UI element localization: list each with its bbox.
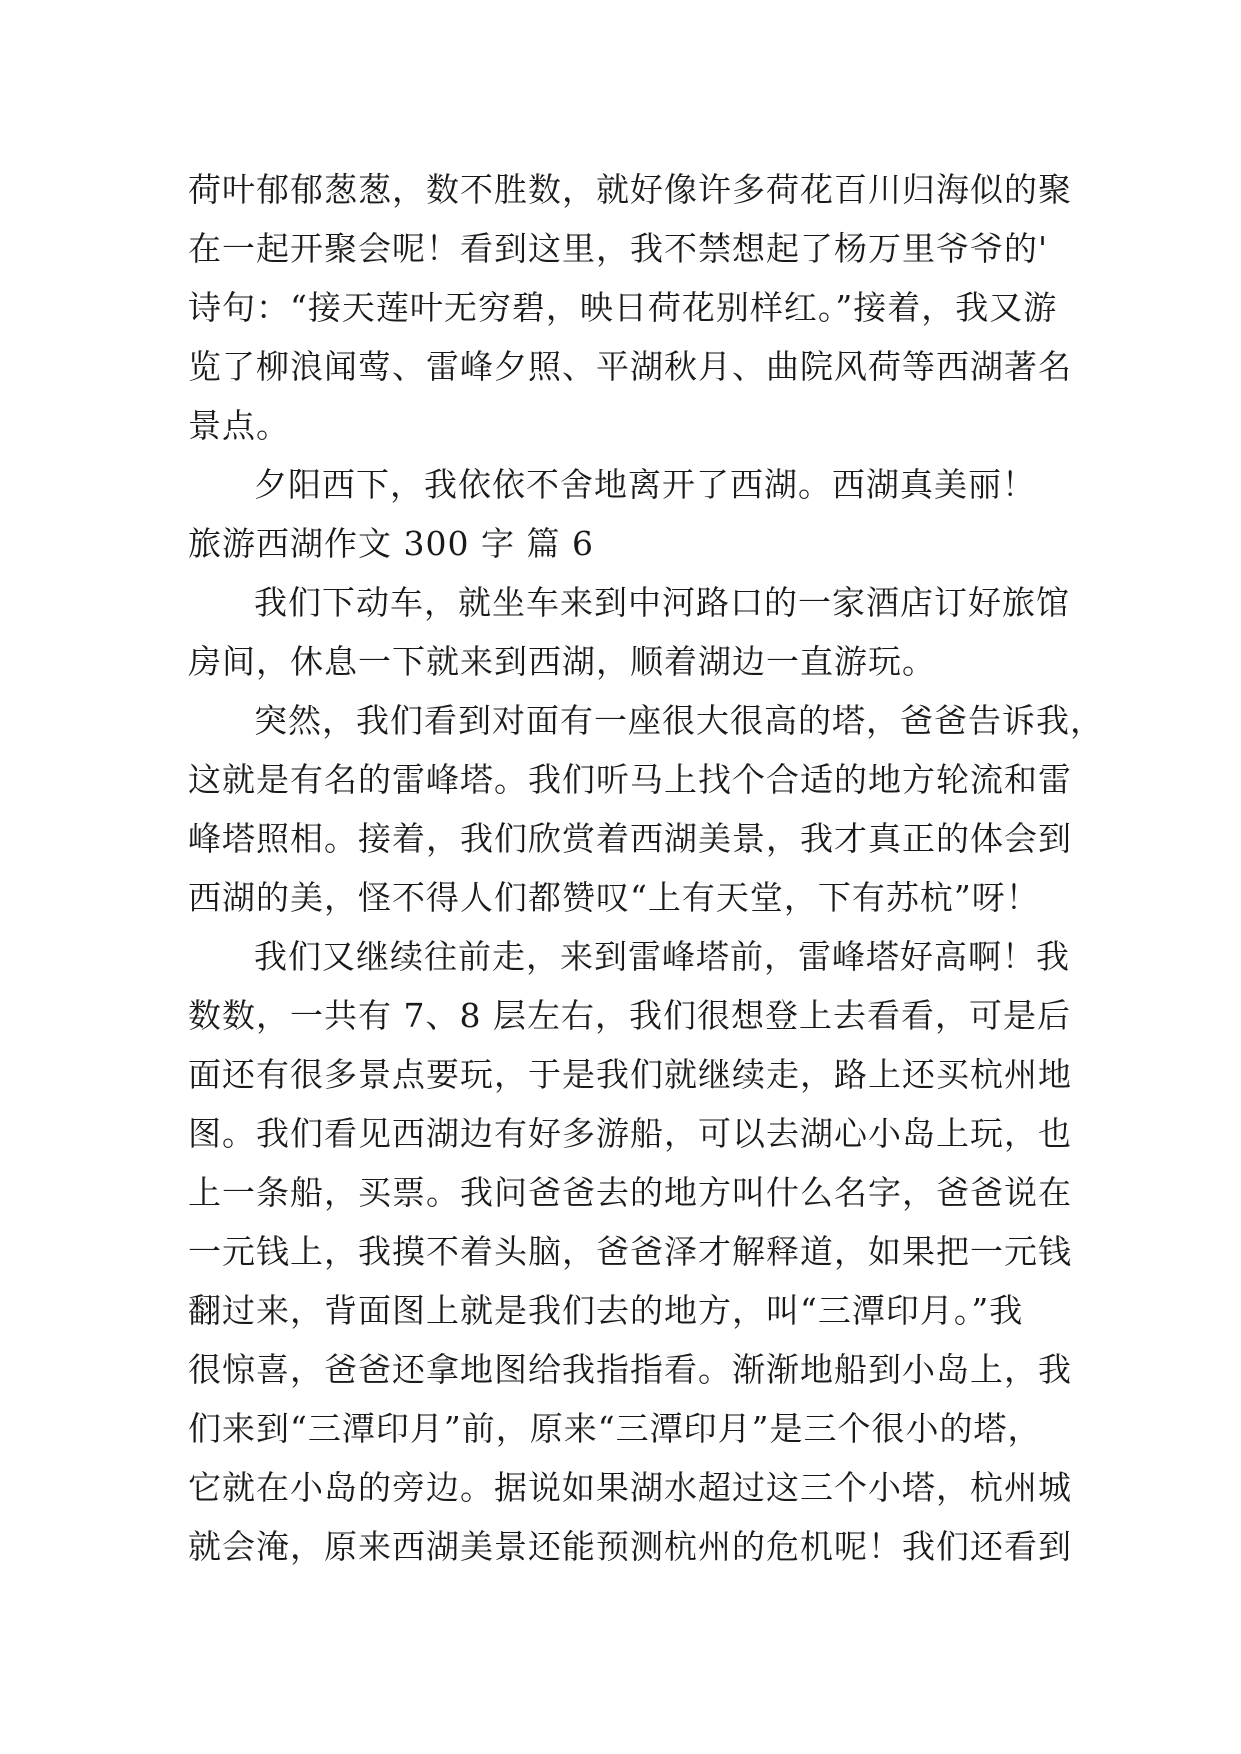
heading-text: 旅游西湖作文 300 字 篇 6 — [188, 524, 594, 563]
paragraph-line: 就会淹，原来西湖美景还能预测杭州的危机呢！我们还看到 — [188, 1527, 1072, 1566]
section-heading — [188, 514, 1058, 573]
paragraph-line: 翻过来，背面图上就是我们去的地方，叫“三潭印月。”我 — [188, 1291, 1024, 1330]
paragraph-line: 一元钱上，我摸不着头脑，爸爸泽才解释道，如果把一元钱 — [188, 1232, 1072, 1271]
paragraph-line: 面还有很多景点要玩，于是我们就继续走，路上还买杭州地 — [188, 1055, 1072, 1094]
paragraph — [188, 691, 1104, 927]
document-body — [188, 160, 1104, 1576]
paragraph-line: 峰塔照相。接着，我们欣赏着西湖美景，我才真正的体会到 — [188, 819, 1072, 858]
paragraph-line: 荷叶郁郁葱葱，数不胜数，就好像许多荷花百川归海似的聚 — [188, 170, 1072, 209]
paragraph-line: 们来到“三潭印月”前，原来“三潭印月”是三个很小的塔， — [188, 1409, 1042, 1448]
paragraph-line: 很惊喜，爸爸还拿地图给我指指看。渐渐地船到小岛上，我 — [188, 1350, 1072, 1389]
paragraph-line: 上一条船，买票。我问爸爸去的地方叫什么名字，爸爸说在 — [188, 1173, 1072, 1212]
paragraph-line: 它就在小岛的旁边。据说如果湖水超过这三个小塔，杭州城 — [188, 1468, 1072, 1507]
paragraph-line: 我们又继续往前走，来到雷峰塔前，雷峰塔好高啊！我 — [254, 937, 1070, 976]
paragraph-line: 景点。 — [188, 406, 290, 445]
paragraph-line: 这就是有名的雷峰塔。我们听马上找个合适的地方轮流和雷 — [188, 760, 1072, 799]
paragraph-line: 诗句：“接天莲叶无穷碧，映日荷花别样红。”接着，我又游 — [188, 288, 1058, 327]
paragraph-line: 在一起开聚会呢！看到这里，我不禁想起了杨万里爷爷的' — [188, 229, 1049, 268]
paragraph-line: 突然，我们看到对面有一座很大很高的塔，爸爸告诉我， — [254, 701, 1104, 740]
paragraph-line: 览了柳浪闻莺、雷峰夕照、平湖秋月、曲院风荷等西湖著名 — [188, 347, 1072, 386]
paragraph-line: 夕阳西下，我依依不舍地离开了西湖。西湖真美丽！ — [254, 465, 1036, 504]
paragraph-line: 我们下动车，就坐车来到中河路口的一家酒店订好旅馆 — [254, 583, 1070, 622]
paragraph — [188, 573, 1070, 691]
paragraph-line: 西湖的美，怪不得人们都赞叹“上有天堂，下有苏杭”呀！ — [188, 878, 1040, 917]
paragraph-line: 房间，休息一下就来到西湖，顺着湖边一直游玩。 — [188, 642, 936, 681]
paragraph — [188, 927, 1072, 1576]
paragraph-line: 数数，一共有 7、8 层左右，我们很想登上去看看，可是后 — [188, 996, 1071, 1035]
paragraph — [188, 455, 1058, 514]
paragraph-line: 图。我们看见西湖边有好多游船，可以去湖心小岛上玩，也 — [188, 1114, 1072, 1153]
paragraph — [188, 160, 1072, 455]
